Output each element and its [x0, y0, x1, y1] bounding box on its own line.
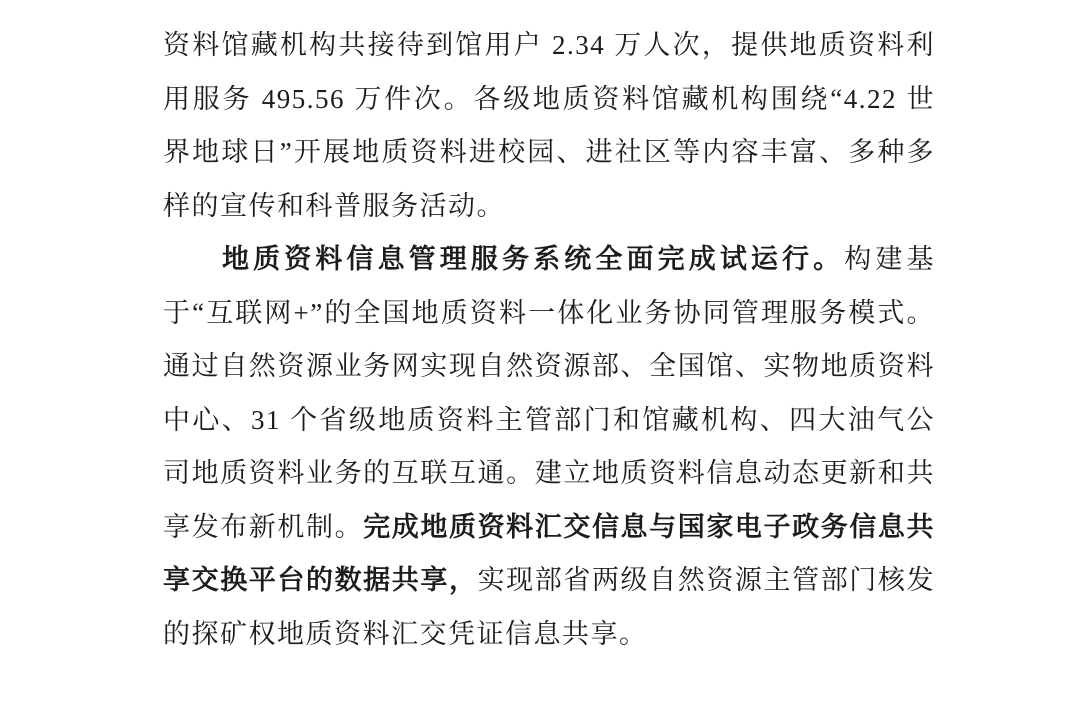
emphasis-bold-sentence: 完成地质资料汇交信息与国家电子政务信息共享交换平台的数据共享，: [163, 511, 936, 595]
paragraph-body-text-1: 构建基于“互联网+”的全国地质资料一体化业务协同管理服务模式。通过自然资源业务网实现自然资源部、全国馆、实物地质资料中心、31 个省级地质资料主管部门和馆藏机构、四大油气公司地质资料业务的互联互通。建立地质资料信息动态更新和共享发布新机制。: [163, 244, 936, 542]
paragraph-continued: [163, 19, 935, 233]
lead-bold-sentence: 地质资料信息管理服务系统全面完成试运行。: [222, 244, 845, 274]
paragraph-body-text-2: 实现部省两级自然资源主管部门核发的探矿权地质资料汇交凭证信息共享。: [163, 565, 936, 649]
document-text-block: [163, 19, 935, 661]
paragraph-system-trial-run: [163, 233, 935, 661]
paragraph-continued-text: 资料馆藏机构共接待到馆用户 2.34 万人次，提供地质资料利用服务 495.56 万件次。各级地质资料馆藏机构围绕“4.22 世界地球日”开展地质资料进校园、进社区等内容丰富、多种多样的宣传和科普服务活动。: [163, 30, 935, 221]
